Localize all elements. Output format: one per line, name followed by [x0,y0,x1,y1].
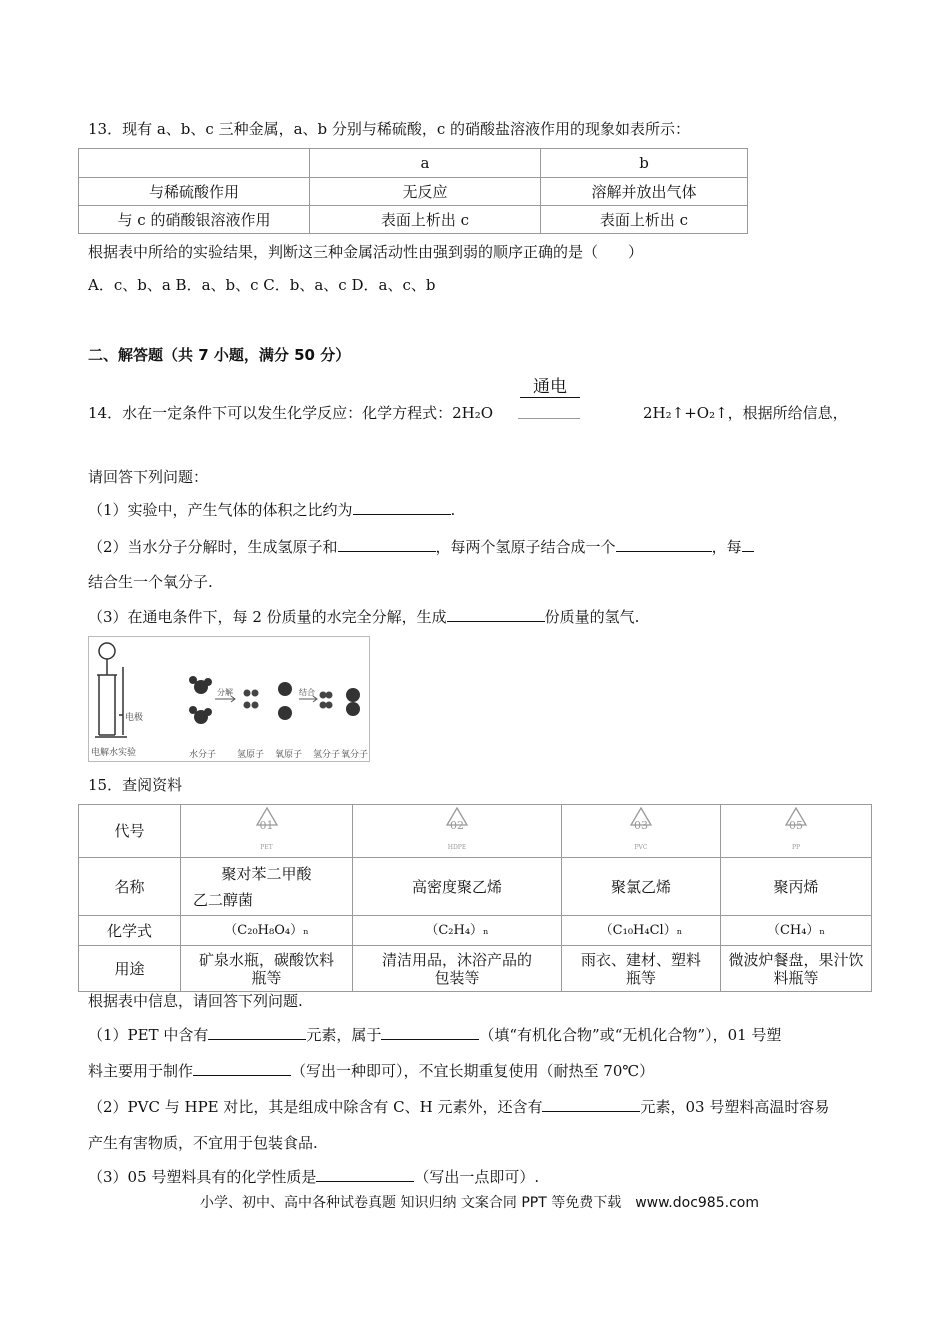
q14-p2-blank1[interactable] [338,537,436,552]
use-hdpe [353,946,562,992]
q15-p2-text-a: （2）PVC 与 HPE 对比，其是组成中除含有 C、H 元素外，还含有 [88,1098,543,1116]
q14-stem-left: 14．水在一定条件下可以发生化学反应：化学方程式：2H₂O [88,404,494,422]
q15-p1-text-c: （填“有机化合物”或“无机化合物”），01 号塑 [479,1026,782,1044]
page-footer: 小学、初中、高中各种试卷真题 知识归纳 文案合同 PPT 等免费下载 www.doc985.com [200,1195,759,1211]
use-pet [181,946,353,992]
reaction-condition: 通电 [520,372,580,398]
code-cell-pet [181,805,353,858]
q14-prompt: 请回答下列问题： [88,468,209,486]
oxygen-molecule [346,688,360,716]
q15-part1 [88,1024,781,1045]
q15-part2 [88,1096,829,1117]
hydrogen-atoms [244,690,259,709]
equation-arrow-line [518,418,580,419]
code-num-03: 03 [634,819,648,832]
q15-prompt: 根据表中信息，请回答下列问题. [88,992,303,1010]
row-label-use: 用途 [79,946,181,992]
q15-title: 15．查阅资料 [88,776,183,794]
label-oxygen-molecule: 氧分子 [341,750,369,760]
use-pp-line2: 料瓶等 [773,968,819,987]
q13-header-b: b [541,149,748,178]
code-num-02: 02 [450,819,464,832]
q15-p1-blank2[interactable] [381,1025,479,1040]
q14-part2 [88,536,754,557]
use-pvc-line1: 雨衣、建材、塑料 [580,950,701,969]
use-pvc-line2: 瓶等 [625,968,656,987]
q15-p3-text-a: （3）05 号塑料具有的化学性质是 [88,1168,317,1186]
q15-p1-blank3[interactable] [193,1061,291,1076]
q14-p2-text-b: ，每两个氢原子结合成一个 [435,538,616,556]
q15-part2-cont: 产生有害物质，不宜用于包装食品. [88,1134,318,1152]
q14-p3-blank[interactable] [447,607,545,622]
code-abbr-pet: PET [260,844,273,851]
q13-options: A．c、b、a B．a、b、c C．b、a、c D．a、c、b [88,276,436,294]
code-cell-pp [721,805,872,858]
q14-part1 [88,499,455,520]
q14-p2-text-a: （2）当水分子分解时，生成氢原子和 [88,538,338,556]
use-pp [721,946,872,992]
use-pvc [562,946,721,992]
code-cell-hdpe [353,805,562,858]
q13-row1-a: 无反应 [310,178,541,206]
code-num-05: 05 [789,819,803,832]
q14-p2-blank3[interactable] [742,537,754,552]
formula-pvc: （C₁₀H₄Cl）ₙ [562,916,721,946]
electrolysis-apparatus [95,643,127,737]
q13-question: 根据表中所给的实验结果，判断这三种金属活动性由强到弱的顺序正确的是（ ） [88,243,644,261]
formula-hdpe: （C₂H₄）ₙ [353,916,562,946]
use-pp-line1: 微波炉餐盘，果汁饮 [728,950,864,969]
code-abbr-hdpe: HDPE [447,844,467,851]
q13-row2-b: 表面上析出 c [541,206,748,234]
q15-p2-text-b: 元素，03 号塑料高温时容易 [640,1098,830,1116]
q15-p2-blank[interactable] [542,1097,640,1112]
use-hdpe-line1: 清洁用品，沐浴产品的 [381,950,532,969]
use-pet-line2: 瓶等 [251,968,282,987]
q13-header-a: a [310,149,541,178]
electrolysis-diagram [89,637,369,761]
q15-p1-text-b: 元素，属于 [306,1026,382,1044]
label-oxygen-atom: 氧原子 [275,750,303,760]
name-pet-line2: 乙二醇菌 [193,890,254,909]
q14-p3-text-a: （3）在通电条件下，每 2 份质量的水完全分解，生成 [88,608,447,626]
name-pvc: 聚氯乙烯 [562,858,721,916]
row-label-code: 代号 [79,805,181,858]
name-pp: 聚丙烯 [721,858,872,916]
name-hdpe: 高密度聚乙烯 [353,858,562,916]
formula-pet: （C₂₀H₈O₄）ₙ [181,916,353,946]
code-cell-pvc [562,805,721,858]
q15-p1-text-e: （写出一种即可），不宜长期重复使用（耐热至 70℃） [291,1062,655,1080]
q14-p1-blank[interactable] [353,500,451,515]
formula-pp: （CH₄）ₙ [721,916,872,946]
q13-row2-label: 与 c 的硝酸银溶液作用 [79,206,310,234]
q15-p1-text-d: 料主要用于制作 [88,1062,194,1080]
label-combine: 结合 [299,688,315,697]
hydrogen-molecules [320,692,333,709]
oxygen-atoms [278,682,292,720]
code-num-01: 01 [259,819,274,832]
q15-p1-text-a: （1）PET 中含有 [88,1026,209,1044]
name-pet [181,858,353,916]
label-electrode: 电极 [125,713,144,723]
q13-row2-a: 表面上析出 c [310,206,541,234]
name-pet-line1: 聚对苯二甲酸 [221,864,312,883]
q13-table [78,148,748,234]
q14-part3 [88,606,639,627]
q14-stem-right: 2H₂↑+O₂↑，根据所给信息， [643,404,848,422]
code-abbr-pvc: PVC [634,844,648,851]
q15-part3 [88,1166,539,1187]
electrolysis-figure [88,636,370,762]
q14-p2-blank2[interactable] [616,537,712,552]
q15-p3-text-b: （写出一点即可）. [414,1168,540,1186]
q14-p2-text-c: ，每 [711,538,742,556]
label-decompose: 分解 [217,688,233,697]
label-water-molecule: 水分子 [189,750,217,760]
label-apparatus: 电解水实验 [91,748,137,758]
q14-p1-text: （1）实验中，产生气体的体积之比约为 [88,501,353,519]
row-label-name: 名称 [79,858,181,916]
q13-row1-label: 与稀硫酸作用 [79,178,310,206]
q15-table [78,804,872,992]
use-pet-line1: 矿泉水瓶，碳酸饮料 [198,950,334,969]
q15-p3-blank[interactable] [316,1167,414,1182]
q14-part2-cont: 结合生一个氧分子. [88,573,213,591]
row-label-formula: 化学式 [79,916,181,946]
label-hydrogen-atom: 氢原子 [237,750,265,760]
q13-row1-b: 溶解并放出气体 [541,178,748,206]
use-hdpe-line2: 包装等 [434,968,480,987]
q14-p3-text-b: 份质量的氢气. [544,608,640,626]
q15-p1-blank1[interactable] [208,1025,306,1040]
q15-part1-cont [88,1060,654,1081]
q13-header-empty [79,149,310,178]
code-abbr-pp: PP [791,844,801,851]
section-title: 二、解答题（共 7 小题，满分 50 分） [88,346,351,364]
q13-stem: 13．现有 a、b、c 三种金属，a、b 分别与稀硫酸，c 的硝酸盐溶液作用的现象如表所示： [88,120,691,138]
label-hydrogen-molecule: 氢分子 [313,750,341,760]
q14-p1-end: . [450,501,456,519]
water-molecules [189,676,212,724]
